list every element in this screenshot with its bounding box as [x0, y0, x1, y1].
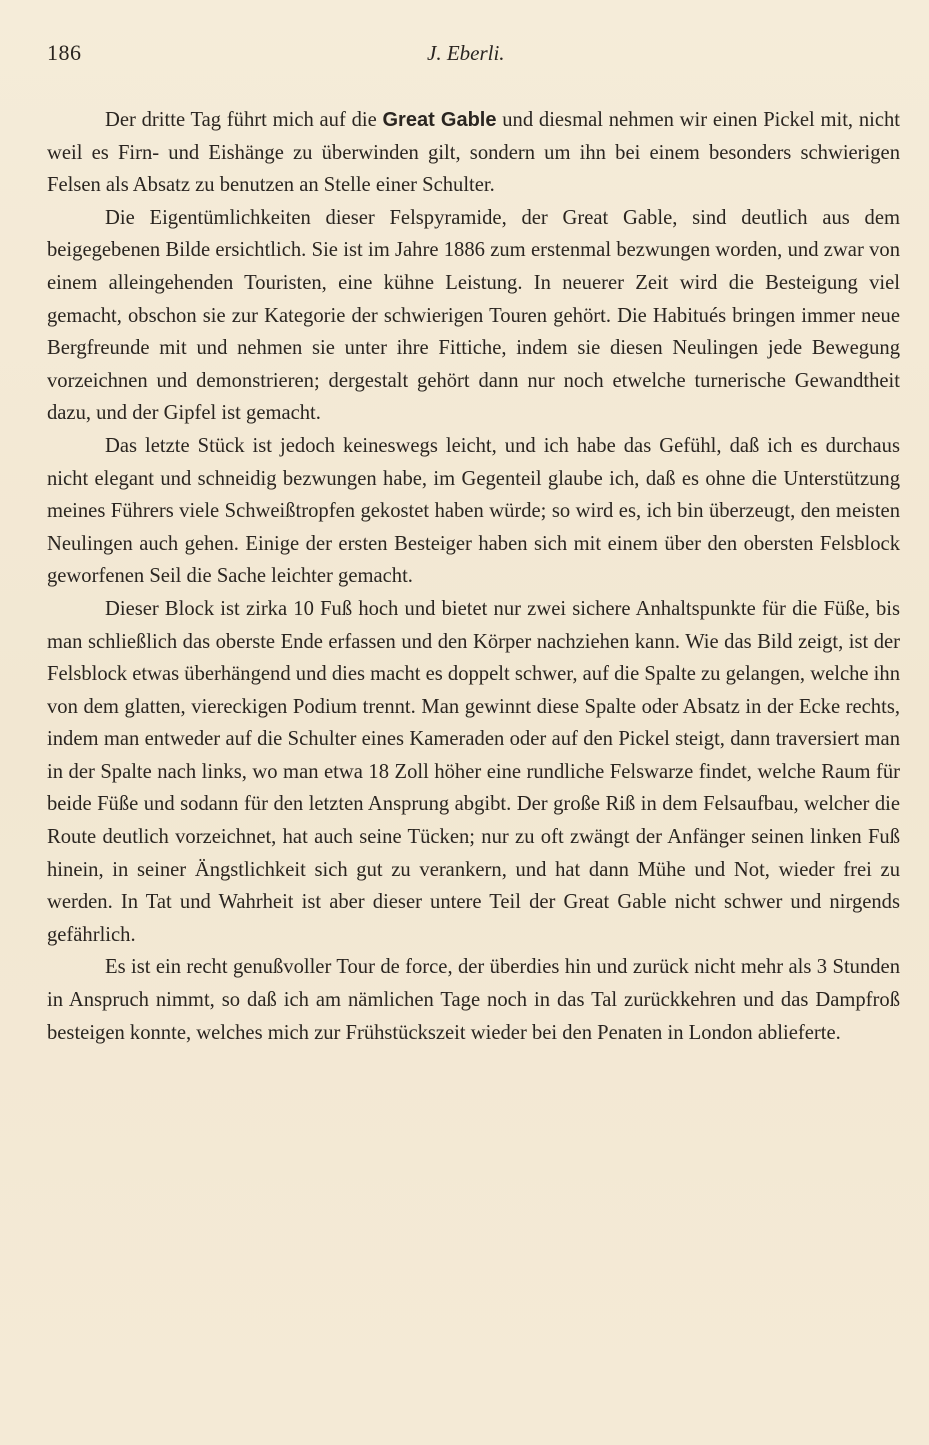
paragraph-2: Die Eigentümlichkeiten dieser Felspyramide, der Great Gable, sind deutlich aus dem beigegebenen Bilde ersichtlich. Sie ist im Jahre 1886 zum erstenmal bezwungen worden, und zwar von einem alleingehenden Touristen, eine kühne Leistung. In neuerer Zeit wird die Besteigung viel gemacht, obschon sie zur Kategorie der schwierigen Touren gehört. Die Habitués bringen immer neue Bergfreunde mit und nehmen sie unter ihre Fittiche, indem sie diesen Neulingen jede Bewegung vorzeichnen und demonstrieren; dergestalt gehört dann nur noch etwelche turnerische Gewandtheit dazu, und der Gipfel ist gemacht.: [47, 206, 900, 425]
paragraph-3: Das letzte Stück ist jedoch keineswegs leicht, und ich habe das Gefühl, daß ich es durchaus nicht elegant und schneidig bezwungen habe, im Gegenteil glaube ich, daß es ohne die Unterstützung meines Führers viele Schweißtropfen gekostet haben würde; so wird es, ich bin überzeugt, den meisten Neulingen auch gehen. Einige der ersten Besteiger haben sich mit einem über den obersten Felsblock geworfenen Seil die Sache leichter gemacht.: [47, 434, 900, 588]
body-text: [47, 104, 900, 1049]
paragraph-1: [47, 104, 900, 202]
page-header: [47, 40, 887, 70]
paragraph-1-lead: Der dritte Tag führt mich auf die: [105, 109, 383, 131]
paragraph-1-rest: und diesmal nehmen wir einen Pickel mit, nicht weil es Firn- und Eishänge zu überwinden gilt, sondern um ihn bei einem besonders schwierigen Felsen als Absatz zu benutzen an Stelle einer Schulter.: [47, 109, 900, 197]
emphasis-great-gable: Great Gable: [382, 109, 497, 131]
paragraph-5: Es ist ein recht genußvoller Tour de force, der überdies hin und zurück nicht mehr als 3 Stunden in Anspruch nimmt, so daß ich am nämlichen Tage noch in das Tal zurückkehren und das Dampfroß besteigen konnte, welches mich zur Frühstückszeit wieder bei den Penaten in London ablieferte.: [47, 956, 900, 1044]
paragraph-4: Dieser Block ist zirka 10 Fuß hoch und bietet nur zwei sichere Anhaltspunkte für die Füße, bis man schließlich das oberste Ende erfassen und den Körper nachziehen kann. Wie das Bild zeigt, ist der Felsblock etwas überhängend und dies macht es doppelt schwer, auf die Spalte zu gelangen, welche ihn von dem glatten, viereckigen Podium trennt. Man gewinnt diese Spalte oder Absatz in der Ecke rechts, indem man entweder auf die Schulter eines Kameraden oder auf den Pickel steigt, dann traversiert man in der Spalte nach links, wo man etwa 18 Zoll höher eine rundliche Felswarze findet, welche Raum für beide Füße und sodann für den letzten Ansprung abgibt. Der große Riß in dem Felsaufbau, welcher die Route deutlich vorzeichnet, hat auch seine Tücken; nur zu oft zwängt der Anfänger seinen linken Fuß hinein, in seiner Ängstlichkeit sich gut zu verankern, und hat dann Mühe und Not, wieder frei zu werden. In Tat und Wahrheit ist aber dieser untere Teil der Great Gable nicht schwer und nirgends gefährlich.: [47, 597, 900, 946]
running-head: J. Eberli.: [427, 41, 505, 65]
page-number: 186: [47, 40, 82, 65]
